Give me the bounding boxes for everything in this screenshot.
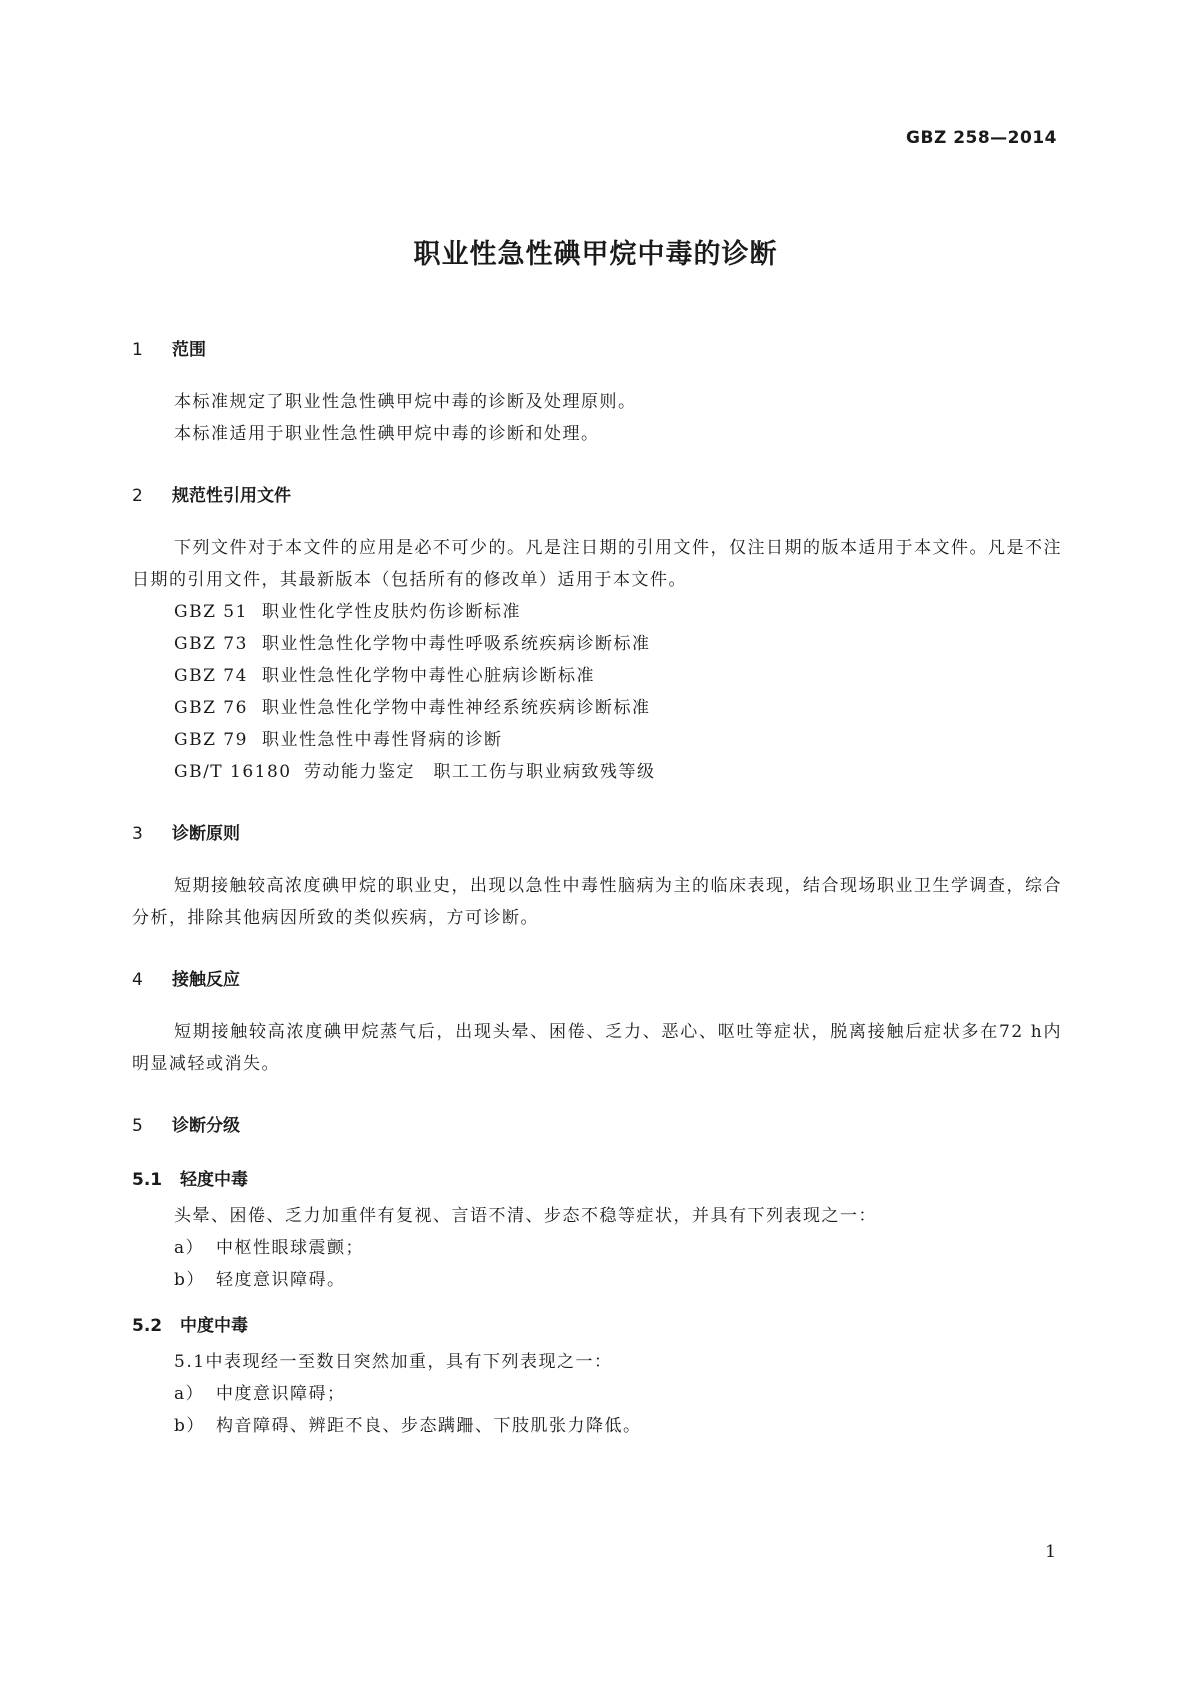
list-label: b） [174, 1416, 205, 1436]
reference-title: 职业性化学性皮肤灼伤诊断标准 [262, 602, 521, 622]
list-text: 轻度意识障碍。 [216, 1270, 346, 1290]
list-label: b） [174, 1270, 205, 1290]
reference-code: GB/T 16180 [174, 762, 292, 782]
standard-code: GBZ 258—2014 [906, 128, 1057, 148]
list-text: 中度意识障碍； [216, 1384, 346, 1404]
section-number: 3 [132, 824, 143, 844]
section-number: 1 [132, 340, 143, 360]
list-text: 中枢性眼球震颤； [216, 1238, 364, 1258]
reference-title: 职业性急性化学物中毒性神经系统疾病诊断标准 [262, 698, 651, 718]
list-label: a） [174, 1384, 205, 1404]
section-scope [132, 338, 1062, 450]
list-item [132, 1378, 1062, 1410]
reference-code: GBZ 76 [174, 698, 248, 718]
reference-item [132, 756, 1062, 788]
section-number: 5 [132, 1116, 143, 1136]
subsection-heading [132, 1168, 1062, 1192]
section-title: 诊断分级 [172, 1116, 240, 1136]
paragraph: 短期接触较高浓度碘甲烷蒸气后，出现头晕、困倦、乏力、恶心、呕吐等症状，脱离接触后症状多在72 h内明显减轻或消失。 [132, 1022, 1062, 1074]
reference-title: 职业性急性化学物中毒性呼吸系统疾病诊断标准 [262, 634, 651, 654]
paragraph: 短期接触较高浓度碘甲烷的职业史，出现以急性中毒性脑病为主的临床表现，结合现场职业卫生学调查，综合分析，排除其他病因所致的类似疾病，方可诊断。 [132, 876, 1062, 928]
section-heading [132, 1114, 1062, 1138]
list-label: a） [174, 1238, 205, 1258]
section-number: 4 [132, 970, 143, 990]
list-item [132, 1232, 1062, 1264]
section-contact-reaction [132, 968, 1062, 1080]
section-diagnostic-grading [132, 1114, 1062, 1442]
reference-item [132, 692, 1062, 724]
section-heading [132, 484, 1062, 508]
reference-item [132, 660, 1062, 692]
reference-title: 职业性急性中毒性肾病的诊断 [262, 730, 503, 750]
list-item [132, 1410, 1062, 1442]
paragraph: 下列文件对于本文件的应用是必不可少的。凡是注日期的引用文件，仅注日期的版本适用于本文件。凡是不注日期的引用文件，其最新版本（包括所有的修改单）适用于本文件。 [132, 538, 1062, 590]
subsection-heading [132, 1314, 1062, 1338]
section-title: 范围 [172, 340, 206, 360]
section-heading [132, 822, 1062, 846]
paragraph: 头晕、困倦、乏力加重伴有复视、言语不清、步态不稳等症状，并具有下列表现之一： [174, 1206, 877, 1226]
subsection-title: 轻度中毒 [180, 1170, 248, 1190]
reference-code: GBZ 79 [174, 730, 248, 750]
section-normative-references [132, 484, 1062, 788]
section-title: 规范性引用文件 [172, 486, 291, 506]
page-number: 1 [1045, 1542, 1056, 1562]
paragraph: 本标准适用于职业性急性碘甲烷中毒的诊断和处理。 [174, 424, 600, 444]
reference-title: 劳动能力鉴定 职工工伤与职业病致残等级 [304, 762, 656, 782]
subsection-number: 5.1 [132, 1170, 163, 1190]
reference-code: GBZ 73 [174, 634, 248, 654]
document-body [132, 338, 1062, 1442]
reference-code: GBZ 74 [174, 666, 248, 686]
section-number: 2 [132, 486, 143, 506]
list-text: 构音障碍、辨距不良、步态蹒跚、下肢肌张力降低。 [216, 1416, 642, 1436]
section-diagnostic-principles [132, 822, 1062, 934]
subsection-number: 5.2 [132, 1316, 163, 1336]
section-title: 诊断原则 [172, 824, 240, 844]
reference-item [132, 724, 1062, 756]
subsection-mild-poisoning [132, 1168, 1062, 1296]
subsection-moderate-poisoning [132, 1314, 1062, 1442]
reference-title: 职业性急性化学物中毒性心脏病诊断标准 [262, 666, 595, 686]
section-heading [132, 338, 1062, 362]
paragraph: 本标准规定了职业性急性碘甲烷中毒的诊断及处理原则。 [174, 392, 637, 412]
list-item [132, 1264, 1062, 1296]
reference-item [132, 596, 1062, 628]
paragraph: 5.1中表现经一至数日突然加重，具有下列表现之一： [174, 1352, 613, 1372]
section-title: 接触反应 [172, 970, 240, 990]
subsection-title: 中度中毒 [180, 1316, 248, 1336]
document-title: 职业性急性碘甲烷中毒的诊断 [413, 239, 778, 270]
reference-item [132, 628, 1062, 660]
reference-code: GBZ 51 [174, 602, 248, 622]
section-heading [132, 968, 1062, 992]
